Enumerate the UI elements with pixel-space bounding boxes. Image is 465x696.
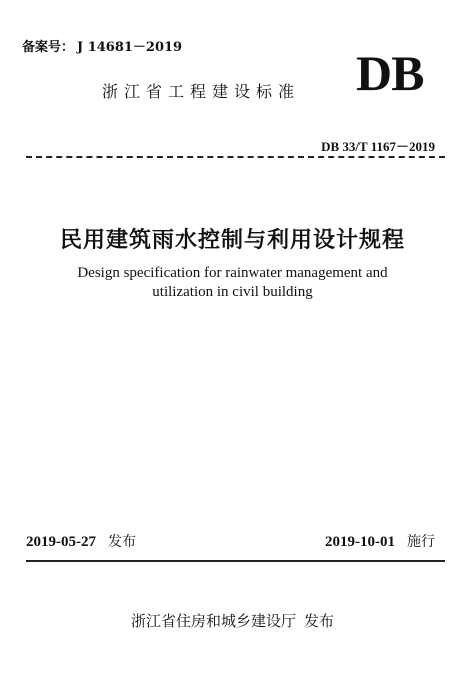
publisher-name: 浙江省住房和城乡建设厅 xyxy=(130,612,296,630)
title-chinese: 民用建筑雨水控制与利用设计规程 xyxy=(59,227,405,253)
title-english-line-1: Design specification for rainwater management and xyxy=(77,265,388,281)
issue-date-word: 发布 xyxy=(108,534,136,550)
standard-type: 浙江省工程建设标准 xyxy=(102,82,301,101)
record-number-value: J 14681－2019 xyxy=(77,40,183,55)
record-label: 备案号： xyxy=(22,40,75,55)
db-logo: DB xyxy=(356,45,424,101)
implementation-date-value: 2019-10-01 xyxy=(325,534,395,550)
publisher-word: 发布 xyxy=(304,612,335,630)
standard-code: DB 33/T 1167－2019 xyxy=(321,139,435,154)
title-english xyxy=(0,264,465,302)
header-divider xyxy=(26,156,445,158)
record-number xyxy=(22,36,182,55)
footer-divider xyxy=(26,560,445,562)
publisher xyxy=(0,610,465,631)
issue-date-value: 2019-05-27 xyxy=(26,534,96,550)
issue-date xyxy=(26,531,136,551)
implementation-date xyxy=(325,531,435,551)
title-english-line-2: utilization in civil building xyxy=(152,284,313,300)
implementation-date-word: 施行 xyxy=(407,534,435,550)
